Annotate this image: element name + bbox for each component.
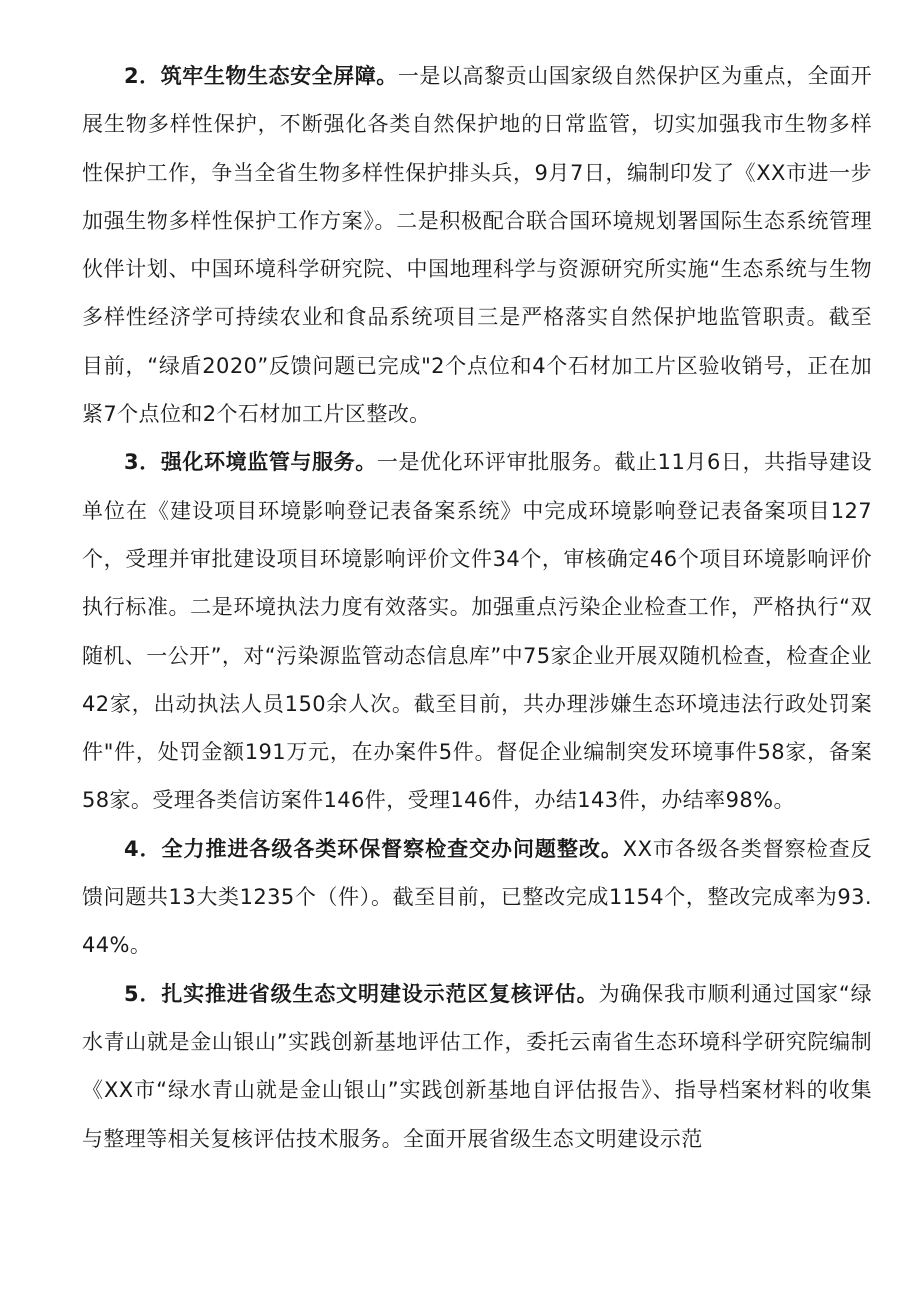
document-page [82, 52, 872, 1163]
paragraph-heading: 5．扎实推进省级生态文明建设示范区复核评估。 [124, 981, 599, 1006]
paragraph-heading: 3．强化环境监管与服务。 [124, 450, 377, 475]
paragraph-body: XX市各级各类督察检查反馈问题共13大类1235个（件）。截至目前，已整改完成1154个，整改完成率为93.44%。 [82, 836, 872, 958]
paragraph-body: 一是优化环评审批服务。截止11月6日，共指导建设单位在《建设项目环境影响登记表备案系统》中完成环境影响登记表备案项目127个，受理并审批建设项目环境影响评价文件34个，审核确定46个项目环境影响评价执行标准。二是环境执法力度有效落实。加强重点污染企业检查工作，严格执行“双随机、一公开”，对“污染源监管动态信息库”中75家企业开展双随机检查，检查企业42家，出动执法人员150余人次。截至目前，共办理涉嫌生态环境违法行政处罚案件"件，处罚金额191万元，在办案件5件。督促企业编制突发环境事件58家，备案58家。受理各类信访案件146件，受理146件，办结143件，办结率98%。 [82, 450, 872, 813]
paragraph-body: 为确保我市顺利通过国家“绿水青山就是金山银山”实践创新基地评估工作，委托云南省生态环境科学研究院编制《XX市“绿水青山就是金山银山”实践创新基地自评估报告》、指导档案材料的收集与整理等相关复核评估技术服务。全面开展省级生态文明建设示范 [82, 981, 872, 1151]
paragraph-eco-civilization-review [82, 970, 872, 1163]
paragraph-inspection-rectification [82, 825, 872, 970]
paragraph-environment-supervision [82, 438, 872, 824]
paragraph-biodiversity [82, 52, 872, 438]
paragraph-heading: 2．筑牢生物生态安全屏障。 [124, 64, 398, 88]
paragraph-body: 一是以高黎贡山国家级自然保护区为重点，全面开展生物多样性保护，不断强化各类自然保护地的日常监管，切实加强我市生物多样性保护工作，争当全省生物多样性保护排头兵，9月7日，编制印发了《XX市进一步加强生物多样性保护工作方案》。二是积极配合联合国环境规划署国际生态系统管理伙伴计划、中国环境科学研究院、中国地理科学与资源研究所实施“生态系统与生物多样性经济学可持续农业和食品系统项目三是严格落实自然保护地监管职责。截至目前，“绿盾2020”反馈问题已完成"2个点位和4个石材加工片区验收销号，正在加紧7个点位和2个石材加工片区整改。 [82, 64, 872, 427]
paragraph-heading: 4．全力推进各级各类环保督察检查交办问题整改。 [124, 836, 623, 861]
